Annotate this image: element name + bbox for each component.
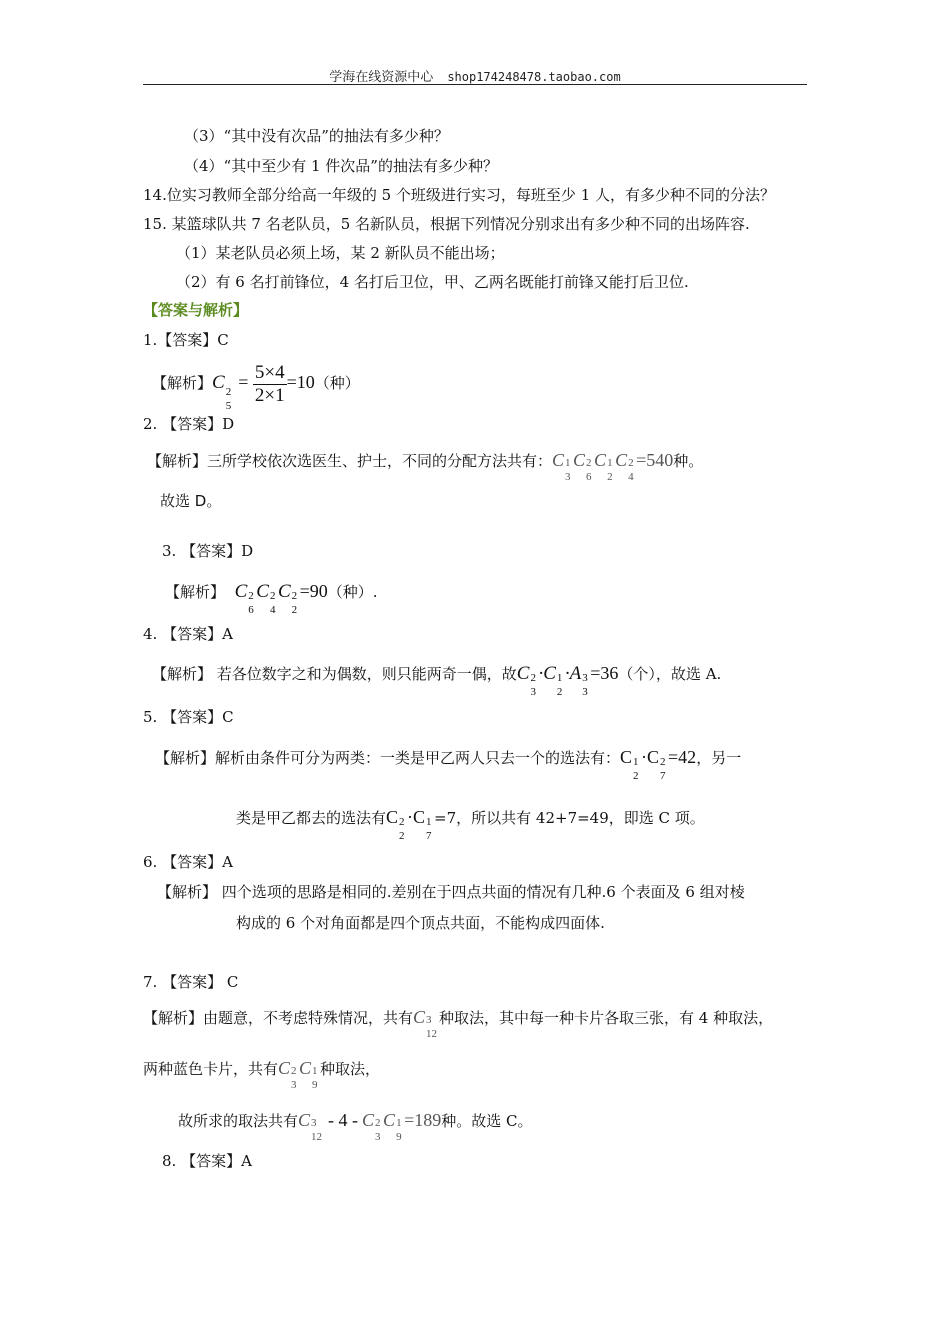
- explanation-label: 【解析】: [152, 374, 213, 392]
- explanation-2: [147, 445, 704, 483]
- fraction: [253, 362, 287, 407]
- explanation-text: 故所求的取法共有: [178, 1112, 299, 1130]
- explanation-text: 种取法，其中每一种卡片各取三张，有 4 种取法，: [439, 1009, 774, 1027]
- explanation-1: 【解析】C 2 5 = $\frac{5\times 4}{2\times 1}$ =10（种）: [152, 361, 360, 412]
- explanation-text: =7，所以共有 42+7=49，即选 C 项。: [434, 809, 705, 827]
- answer-8: 8. 【答案】A: [162, 1152, 252, 1170]
- answer-2-conclusion: 故选 D。: [160, 492, 222, 510]
- explanation-text: 【解析】 若各位数字之和为偶数，则只能两奇一偶，故: [152, 665, 517, 683]
- answer-1: 1.【答案】C: [143, 331, 229, 349]
- formula-product: C 2 6 C 2 4 C 2 2: [234, 581, 298, 616]
- formula-product: C 2 3 C 1 9: [362, 1110, 402, 1143]
- formula-c12-3: C 3 12: [413, 1007, 438, 1040]
- answer-3: 3. 【答案】D: [162, 542, 254, 560]
- unit: （种）.: [327, 583, 378, 601]
- explanation-5: [155, 740, 742, 782]
- question-13-4: （4）“其中至少有 1 件次品”的抽法有多少种？: [184, 157, 498, 175]
- explanation-label: 【解析】: [165, 583, 226, 601]
- explanation-text: 【解析】解析由条件可分为两类：一类是甲乙两人只去一个的选法有：: [155, 749, 621, 767]
- result: =42: [668, 747, 697, 767]
- formula-product: C 2 2 ·C 1 7: [386, 807, 432, 842]
- unit: （个），故选 A.: [618, 665, 722, 683]
- question-15-2: （2）有 6 名打前锋位，4 名打后卫位，甲、乙两名既能打前锋又能打后卫位.: [176, 273, 689, 291]
- question-15-1: （1）某老队员必须上场，某 2 新队员不能出场；: [176, 244, 505, 262]
- explanation-7-line-3: [178, 1105, 533, 1143]
- unit: （种）: [314, 374, 360, 392]
- answer-4: 4. 【答案】A: [143, 625, 233, 643]
- explanation-text: 类是甲乙都去的选法有: [236, 809, 387, 827]
- formula-product: C 1 2 ·C 2 7: [620, 747, 666, 782]
- formula-product: C 1 3 C 2 6 C 1 2 C 2 4: [552, 450, 634, 483]
- result: =540: [636, 450, 674, 470]
- explanation-text: 种。故选 C。: [441, 1112, 533, 1130]
- result: =189: [404, 1110, 442, 1130]
- answer-7: 7. 【答案】 C: [143, 973, 239, 991]
- explanation-text: 【解析】由题意，不考虑特殊情况，共有: [143, 1009, 414, 1027]
- explanation-6: 【解析】 四个选项的思路是相同的.差别在于四点共面的情况有几种.6 个表面及 6 组对棱: [157, 883, 745, 901]
- formula-c12-3: C 3 12: [298, 1110, 323, 1143]
- header-title: 学海在线资源中心: [329, 70, 434, 85]
- tail: ，另一: [696, 749, 742, 767]
- explanation-7-line-2: [143, 1053, 381, 1091]
- page-header: [0, 66, 950, 85]
- explanation-text: 两种蓝色卡片，共有: [143, 1060, 279, 1078]
- answer-6: 6. 【答案】A: [143, 853, 233, 871]
- explanation-3: [165, 574, 378, 616]
- formula-c52: C 2 5: [212, 372, 232, 412]
- result: =90: [299, 581, 328, 601]
- explanation-7: [143, 1002, 774, 1040]
- explanation-4: [152, 656, 722, 698]
- explanation-text: 【解析】三所学校依次选医生、护士，不同的分配方法共有：: [147, 452, 553, 470]
- question-15: 15. 某篮球队共 7 名老队员，5 名新队员，根据下列情况分别求出有多少种不同的出场阵容.: [143, 215, 750, 233]
- unit: 种。: [673, 452, 704, 470]
- minus-four: - 4 -: [328, 1110, 359, 1130]
- question-13-3: （3）“其中没有次品”的抽法有多少种？: [184, 127, 449, 145]
- answer-5: 5. 【答案】C: [143, 708, 234, 726]
- result: =10: [286, 372, 315, 392]
- fraction-denominator: 2×1: [254, 384, 285, 406]
- explanation-text: 种取法，: [320, 1060, 381, 1078]
- explanation-5-line-2: [236, 800, 705, 842]
- fraction-numerator: 5×4: [254, 361, 285, 383]
- header-url: shop174248478.taobao.com: [447, 70, 621, 84]
- formula-product: C 2 3 ·C 1 2 ·A 3 3: [516, 663, 588, 698]
- section-heading: 【答案与解析】: [143, 301, 249, 319]
- explanation-6-line-2: 构成的 6 个对角面都是四个顶点共面，不能构成四面体.: [236, 914, 605, 932]
- result: =36: [590, 663, 619, 683]
- answer-2: 2. 【答案】D: [143, 415, 235, 433]
- question-14: 14.位实习教师全部分给高一年级的 5 个班级进行实习，每班至少 1 人，有多少种不同的分法？: [143, 186, 776, 204]
- header-rule: [143, 84, 807, 85]
- formula-product: C 2 3 C 1 9: [278, 1058, 318, 1091]
